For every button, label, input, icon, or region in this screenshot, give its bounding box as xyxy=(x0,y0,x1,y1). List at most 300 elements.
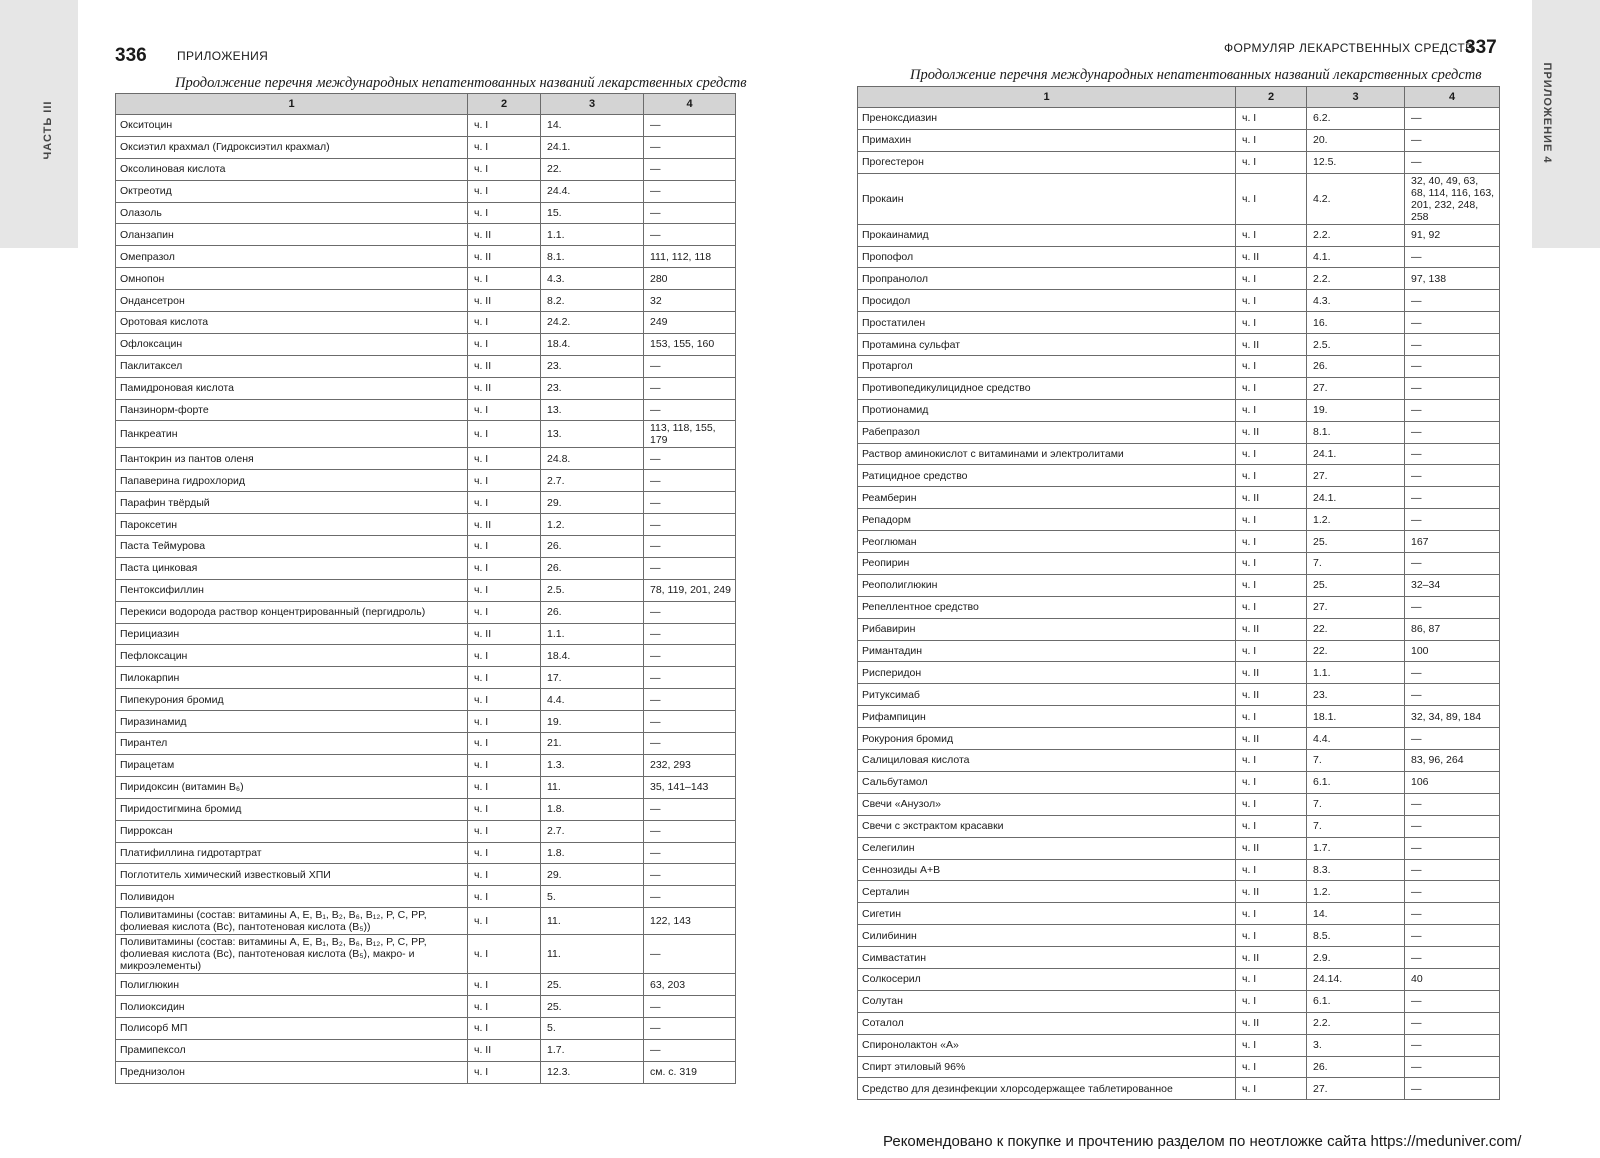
part-cell: ч. I xyxy=(1236,531,1307,553)
part-cell: ч. I xyxy=(1236,173,1307,224)
part-cell: ч. I xyxy=(468,754,541,776)
table-row xyxy=(858,574,1500,596)
part-cell: ч. I xyxy=(1236,859,1307,881)
section-cell: 1.3. xyxy=(541,754,644,776)
section-cell: 26. xyxy=(1307,1056,1405,1078)
drug-name-cell: Пирроксан xyxy=(116,820,468,842)
section-cell: 11. xyxy=(541,935,644,974)
refs-cell: — xyxy=(644,536,736,558)
drug-name-cell: Спирт этиловый 96% xyxy=(858,1056,1236,1078)
table-row xyxy=(116,798,736,820)
table-row xyxy=(116,514,736,536)
table-row xyxy=(116,623,736,645)
column-header: 1 xyxy=(858,87,1236,108)
section-cell: 23. xyxy=(1307,684,1405,706)
refs-cell: — xyxy=(644,798,736,820)
table-row xyxy=(116,290,736,312)
part-cell: ч. I xyxy=(1236,815,1307,837)
section-cell: 16. xyxy=(1307,312,1405,334)
section-cell: 7. xyxy=(1307,815,1405,837)
section-cell: 26. xyxy=(541,601,644,623)
section-cell: 5. xyxy=(541,886,644,908)
part-cell: ч. I xyxy=(1236,968,1307,990)
section-cell: 1.7. xyxy=(541,1039,644,1061)
refs-cell: — xyxy=(1405,903,1500,925)
part-cell: ч. I xyxy=(1236,268,1307,290)
refs-cell: — xyxy=(1405,793,1500,815)
refs-cell: — xyxy=(1405,108,1500,130)
table-row xyxy=(858,509,1500,531)
part-cell: ч. I xyxy=(1236,151,1307,173)
section-cell: 27. xyxy=(1307,596,1405,618)
drug-name-cell: Преднизолон xyxy=(116,1061,468,1083)
section-cell: 17. xyxy=(541,667,644,689)
drug-name-cell: Просидол xyxy=(858,290,1236,312)
section-cell: 22. xyxy=(541,158,644,180)
part-cell: ч. II xyxy=(1236,246,1307,268)
table-row xyxy=(858,947,1500,969)
section-cell: 27. xyxy=(1307,377,1405,399)
table-row xyxy=(858,268,1500,290)
side-label-right: ПРИЛОЖЕНИЕ 4 xyxy=(1541,62,1553,164)
drug-name-cell: Поливидон xyxy=(116,886,468,908)
drug-name-cell: Солкосерил xyxy=(858,968,1236,990)
refs-cell: 122, 143 xyxy=(644,908,736,935)
table-row xyxy=(116,711,736,733)
refs-cell: — xyxy=(644,842,736,864)
part-cell: ч. I xyxy=(1236,925,1307,947)
table-row xyxy=(858,881,1500,903)
part-cell: ч. I xyxy=(468,996,541,1018)
refs-cell: — xyxy=(644,115,736,137)
refs-cell: 83, 96, 264 xyxy=(1405,750,1500,772)
part-cell: ч. I xyxy=(468,557,541,579)
part-cell: ч. I xyxy=(468,448,541,470)
refs-cell: — xyxy=(1405,509,1500,531)
section-cell: 24.4. xyxy=(541,180,644,202)
table-row xyxy=(116,536,736,558)
table-row xyxy=(858,728,1500,750)
section-cell: 2.2. xyxy=(1307,1012,1405,1034)
section-cell: 29. xyxy=(541,864,644,886)
part-cell: ч. I xyxy=(468,158,541,180)
table-row xyxy=(116,448,736,470)
table-row xyxy=(858,1056,1500,1078)
table-row xyxy=(858,815,1500,837)
drug-name-cell: Платифиллина гидротартрат xyxy=(116,842,468,864)
section-cell: 7. xyxy=(1307,793,1405,815)
part-cell: ч. I xyxy=(1236,596,1307,618)
part-cell: ч. I xyxy=(1236,574,1307,596)
refs-cell: — xyxy=(644,158,736,180)
part-cell: ч. I xyxy=(468,733,541,755)
refs-cell: — xyxy=(644,180,736,202)
section-cell: 24.8. xyxy=(541,448,644,470)
refs-cell: — xyxy=(644,377,736,399)
section-cell: 24.14. xyxy=(1307,968,1405,990)
drug-name-cell: Пирацетам xyxy=(116,754,468,776)
drug-name-cell: Октреотид xyxy=(116,180,468,202)
part-cell: ч. I xyxy=(468,536,541,558)
section-cell: 25. xyxy=(1307,574,1405,596)
refs-cell: 35, 141–143 xyxy=(644,776,736,798)
refs-cell: — xyxy=(644,935,736,974)
section-cell: 8.5. xyxy=(1307,925,1405,947)
section-cell: 6.2. xyxy=(1307,108,1405,130)
part-cell: ч. I xyxy=(1236,356,1307,378)
table-row xyxy=(858,990,1500,1012)
part-cell: ч. I xyxy=(468,202,541,224)
part-cell: ч. I xyxy=(1236,1078,1307,1100)
refs-cell: — xyxy=(1405,596,1500,618)
refs-cell: — xyxy=(1405,925,1500,947)
drug-name-cell: Реоглюман xyxy=(858,531,1236,553)
part-cell: ч. I xyxy=(1236,108,1307,130)
table-row xyxy=(116,246,736,268)
part-cell: ч. I xyxy=(1236,312,1307,334)
drug-name-cell: Пиразинамид xyxy=(116,711,468,733)
drug-name-cell: Свечи с экстрактом красавки xyxy=(858,815,1236,837)
side-tab-left xyxy=(0,0,78,248)
section-cell: 2.7. xyxy=(541,470,644,492)
drug-name-cell: Паста цинковая xyxy=(116,557,468,579)
section-cell: 11. xyxy=(541,776,644,798)
refs-cell: — xyxy=(1405,399,1500,421)
section-cell: 26. xyxy=(541,557,644,579)
refs-cell: — xyxy=(1405,334,1500,356)
section-cell: 20. xyxy=(1307,129,1405,151)
refs-cell: 249 xyxy=(644,312,736,334)
table-row xyxy=(116,820,736,842)
section-cell: 8.1. xyxy=(1307,421,1405,443)
part-cell: ч. I xyxy=(468,776,541,798)
part-cell: ч. II xyxy=(468,246,541,268)
drug-name-cell: Ритуксимаб xyxy=(858,684,1236,706)
part-cell: ч. II xyxy=(1236,837,1307,859)
part-cell: ч. I xyxy=(468,470,541,492)
section-cell: 1.8. xyxy=(541,798,644,820)
part-cell: ч. I xyxy=(468,820,541,842)
column-header: 2 xyxy=(468,94,541,115)
part-cell: ч. I xyxy=(468,645,541,667)
table-row xyxy=(116,667,736,689)
drug-name-cell: Перекиси водорода раствор концентрированный (пергидроль) xyxy=(116,601,468,623)
drug-name-cell: Солутан xyxy=(858,990,1236,1012)
drug-name-cell: Римантадин xyxy=(858,640,1236,662)
drug-name-cell: Полиоксидин xyxy=(116,996,468,1018)
drug-name-cell: Поливитамины (состав: витамины A, E, B₁, B₂, B₆, B₁₂, P, C, PP, фолиевая кислота (Bc), пантотеновая кислота (B₅), макро- и микроэлементы) xyxy=(116,935,468,974)
refs-cell: — xyxy=(644,886,736,908)
refs-cell: — xyxy=(1405,859,1500,881)
part-cell: ч. I xyxy=(468,136,541,158)
refs-cell: 153, 155, 160 xyxy=(644,333,736,355)
drug-name-cell: Пиридоксин (витамин B₆) xyxy=(116,776,468,798)
part-cell: ч. I xyxy=(468,886,541,908)
refs-cell: — xyxy=(1405,947,1500,969)
section-cell: 18.1. xyxy=(1307,706,1405,728)
subtitle-left: Продолжение перечня международных непатентованных названий лекарственных средств xyxy=(175,75,747,91)
refs-cell: — xyxy=(644,355,736,377)
section-cell: 22. xyxy=(1307,640,1405,662)
refs-cell: 63, 203 xyxy=(644,974,736,996)
refs-cell: — xyxy=(644,820,736,842)
part-cell: ч. I xyxy=(468,798,541,820)
refs-cell: — xyxy=(644,136,736,158)
drug-name-cell: Поливитамины (состав: витамины A, E, B₁, B₂, B₆, B₁₂, P, C, PP, фолиевая кислота (Bc), пантотеновая кислота (B₅)) xyxy=(116,908,468,935)
section-cell: 6.1. xyxy=(1307,771,1405,793)
section-cell: 2.5. xyxy=(1307,334,1405,356)
drug-name-cell: Сигетин xyxy=(858,903,1236,925)
table-row xyxy=(858,706,1500,728)
drug-name-cell: Свечи «Анузол» xyxy=(858,793,1236,815)
column-header: 2 xyxy=(1236,87,1307,108)
refs-cell: 113, 118, 155, 179 xyxy=(644,421,736,448)
refs-cell: — xyxy=(644,689,736,711)
drug-name-cell: Силибинин xyxy=(858,925,1236,947)
part-cell: ч. I xyxy=(1236,1056,1307,1078)
section-cell: 18.4. xyxy=(541,645,644,667)
refs-cell: — xyxy=(1405,1078,1500,1100)
part-cell: ч. II xyxy=(1236,662,1307,684)
section-cell: 1.1. xyxy=(541,224,644,246)
part-cell: ч. II xyxy=(468,623,541,645)
column-header: 4 xyxy=(644,94,736,115)
refs-cell: — xyxy=(644,667,736,689)
refs-cell: — xyxy=(1405,553,1500,575)
part-cell: ч. II xyxy=(468,514,541,536)
drug-name-cell: Олазоль xyxy=(116,202,468,224)
refs-cell: — xyxy=(644,448,736,470)
part-cell: ч. I xyxy=(1236,706,1307,728)
section-cell: 2.7. xyxy=(541,820,644,842)
refs-cell: — xyxy=(644,996,736,1018)
refs-cell: 232, 293 xyxy=(644,754,736,776)
table-row xyxy=(116,579,736,601)
part-cell: ч. II xyxy=(1236,618,1307,640)
refs-cell: — xyxy=(1405,465,1500,487)
table-row xyxy=(116,180,736,202)
refs-cell: — xyxy=(644,557,736,579)
part-cell: ч. I xyxy=(1236,553,1307,575)
drug-name-cell: Протаргол xyxy=(858,356,1236,378)
section-cell: 1.2. xyxy=(541,514,644,536)
table-row xyxy=(858,246,1500,268)
table-row xyxy=(858,399,1500,421)
table-row xyxy=(858,356,1500,378)
section-cell: 4.1. xyxy=(1307,246,1405,268)
drug-name-cell: Оксолиновая кислота xyxy=(116,158,468,180)
section-cell: 11. xyxy=(541,908,644,935)
drug-name-cell: Примахин xyxy=(858,129,1236,151)
refs-cell: — xyxy=(1405,443,1500,465)
refs-cell: — xyxy=(1405,421,1500,443)
section-cell: 6.1. xyxy=(1307,990,1405,1012)
drug-name-cell: Перициазин xyxy=(116,623,468,645)
drug-name-cell: Памидроновая кислота xyxy=(116,377,468,399)
part-cell: ч. II xyxy=(1236,1012,1307,1034)
drug-name-cell: Репадорм xyxy=(858,509,1236,531)
refs-cell: 91, 92 xyxy=(1405,224,1500,246)
section-cell: 1.8. xyxy=(541,842,644,864)
drug-name-cell: Преноксдиазин xyxy=(858,108,1236,130)
part-cell: ч. II xyxy=(1236,334,1307,356)
drug-name-cell: Реополиглюкин xyxy=(858,574,1236,596)
section-cell: 24.1. xyxy=(541,136,644,158)
part-cell: ч. I xyxy=(468,579,541,601)
part-cell: ч. I xyxy=(468,421,541,448)
drug-name-cell: Средство для дезинфекции хлорсодержащее таблетированное xyxy=(858,1078,1236,1100)
section-cell: 12.5. xyxy=(1307,151,1405,173)
refs-cell: — xyxy=(1405,290,1500,312)
table-row xyxy=(116,421,736,448)
running-head-left: ПРИЛОЖЕНИЯ xyxy=(177,49,269,63)
drug-name-cell: Ондансетрон xyxy=(116,290,468,312)
table-row xyxy=(858,662,1500,684)
table-row xyxy=(116,974,736,996)
footer-note: Рекомендовано к покупке и прочтению разделом по неотложке сайта https://meduniver.com/ xyxy=(883,1133,1522,1150)
drug-name-cell: Пропофол xyxy=(858,246,1236,268)
refs-cell: — xyxy=(1405,1034,1500,1056)
table-row xyxy=(116,1039,736,1061)
section-cell: 13. xyxy=(541,421,644,448)
part-cell: ч. I xyxy=(1236,990,1307,1012)
table-row xyxy=(116,333,736,355)
section-cell: 25. xyxy=(1307,531,1405,553)
section-cell: 4.3. xyxy=(541,268,644,290)
table-row xyxy=(116,377,736,399)
part-cell: ч. II xyxy=(468,1039,541,1061)
drug-name-cell: Офлоксацин xyxy=(116,333,468,355)
part-cell: ч. I xyxy=(468,667,541,689)
refs-cell: — xyxy=(1405,990,1500,1012)
refs-cell: 32, 34, 89, 184 xyxy=(1405,706,1500,728)
table-header-row xyxy=(116,94,736,115)
section-cell: 26. xyxy=(1307,356,1405,378)
section-cell: 2.5. xyxy=(541,579,644,601)
table-row xyxy=(116,733,736,755)
table-row xyxy=(858,968,1500,990)
refs-cell: — xyxy=(644,733,736,755)
refs-cell: 40 xyxy=(1405,968,1500,990)
section-cell: 2.2. xyxy=(1307,224,1405,246)
section-cell: 4.4. xyxy=(541,689,644,711)
part-cell: ч. II xyxy=(468,377,541,399)
subtitle-right: Продолжение перечня международных непатентованных названий лекарственных средств xyxy=(910,67,1482,83)
refs-cell: — xyxy=(1405,881,1500,903)
drug-name-cell: Реопирин xyxy=(858,553,1236,575)
drug-name-cell: Ратицидное средство xyxy=(858,465,1236,487)
table-row xyxy=(116,224,736,246)
refs-cell: — xyxy=(644,1039,736,1061)
refs-cell: 32, 40, 49, 63, 68, 114, 116, 163, 201, 232, 248, 258 xyxy=(1405,173,1500,224)
refs-cell: 100 xyxy=(1405,640,1500,662)
part-cell: ч. I xyxy=(468,864,541,886)
table-header-row xyxy=(858,87,1500,108)
table-row xyxy=(858,173,1500,224)
section-cell: 24.1. xyxy=(1307,487,1405,509)
part-cell: ч. I xyxy=(1236,1034,1307,1056)
drug-name-cell: Пентоксифиллин xyxy=(116,579,468,601)
drug-name-cell: Рабепразол xyxy=(858,421,1236,443)
part-cell: ч. I xyxy=(468,842,541,864)
section-cell: 18.4. xyxy=(541,333,644,355)
section-cell: 4.3. xyxy=(1307,290,1405,312)
drug-name-cell: Панзинорм-форте xyxy=(116,399,468,421)
part-cell: ч. I xyxy=(468,908,541,935)
part-cell: ч. I xyxy=(468,333,541,355)
drug-name-cell: Пефлоксацин xyxy=(116,645,468,667)
refs-cell: — xyxy=(644,1017,736,1039)
drug-name-cell: Оксиэтил крахмал (Гидроксиэтил крахмал) xyxy=(116,136,468,158)
drug-name-cell: Простатилен xyxy=(858,312,1236,334)
table-row xyxy=(116,1061,736,1083)
refs-cell: — xyxy=(644,202,736,224)
table-row xyxy=(116,158,736,180)
drug-name-cell: Раствор аминокислот с витаминами и электролитами xyxy=(858,443,1236,465)
refs-cell: — xyxy=(644,492,736,514)
table-row xyxy=(858,553,1500,575)
table-row xyxy=(858,684,1500,706)
section-cell: 25. xyxy=(541,974,644,996)
table-row xyxy=(858,108,1500,130)
part-cell: ч. I xyxy=(1236,903,1307,925)
part-cell: ч. I xyxy=(468,399,541,421)
refs-cell: — xyxy=(644,399,736,421)
section-cell: 1.7. xyxy=(1307,837,1405,859)
table-row xyxy=(858,1078,1500,1100)
section-cell: 25. xyxy=(541,996,644,1018)
table-row xyxy=(858,290,1500,312)
refs-cell: — xyxy=(1405,837,1500,859)
section-cell: 21. xyxy=(541,733,644,755)
table-row xyxy=(116,136,736,158)
drug-name-cell: Пропранолол xyxy=(858,268,1236,290)
part-cell: ч. II xyxy=(1236,881,1307,903)
section-cell: 8.3. xyxy=(1307,859,1405,881)
part-cell: ч. I xyxy=(1236,443,1307,465)
part-cell: ч. II xyxy=(1236,421,1307,443)
table-row xyxy=(858,487,1500,509)
page-number-right: 337 xyxy=(1465,37,1497,58)
part-cell: ч. I xyxy=(468,312,541,334)
refs-cell: — xyxy=(1405,356,1500,378)
table-row xyxy=(858,925,1500,947)
section-cell: 2.9. xyxy=(1307,947,1405,969)
part-cell: ч. I xyxy=(1236,771,1307,793)
table-row xyxy=(858,443,1500,465)
drug-name-cell: Папаверина гидрохлорид xyxy=(116,470,468,492)
column-header: 3 xyxy=(1307,87,1405,108)
refs-cell: — xyxy=(1405,815,1500,837)
table-row xyxy=(858,596,1500,618)
part-cell: ч. I xyxy=(468,935,541,974)
section-cell: 14. xyxy=(1307,903,1405,925)
drug-name-cell: Репеллентное средство xyxy=(858,596,1236,618)
refs-cell: 86, 87 xyxy=(1405,618,1500,640)
part-cell: ч. I xyxy=(1236,399,1307,421)
table-row xyxy=(116,908,736,935)
section-cell: 24.2. xyxy=(541,312,644,334)
section-cell: 3. xyxy=(1307,1034,1405,1056)
refs-cell: — xyxy=(644,514,736,536)
drug-name-cell: Прокаинамид xyxy=(858,224,1236,246)
drug-name-cell: Спиронолактон «A» xyxy=(858,1034,1236,1056)
table-row xyxy=(116,115,736,137)
section-cell: 23. xyxy=(541,377,644,399)
refs-cell: — xyxy=(1405,312,1500,334)
drug-name-cell: Сеннозиды A+B xyxy=(858,859,1236,881)
refs-cell: см. с. 319 xyxy=(644,1061,736,1083)
